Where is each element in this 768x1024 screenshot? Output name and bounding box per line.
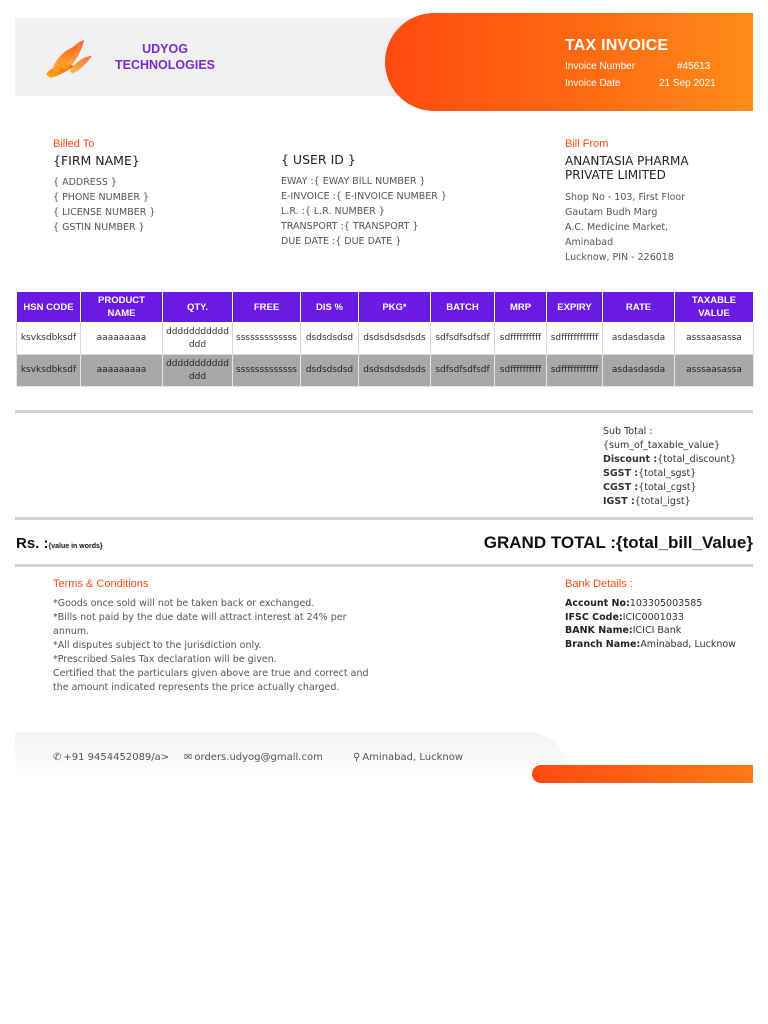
table-cell: sdffffffffffff [547, 355, 603, 387]
location-pin-icon: ⚲ [353, 752, 361, 763]
account-label: Account No: [565, 598, 630, 609]
invoice-date-value: 21 Sep 2021 [659, 78, 716, 89]
email-text[interactable]: orders.udyog@gmail.com [194, 752, 323, 763]
account-value: 103305003585 [629, 598, 703, 609]
footer-accent [532, 765, 753, 783]
invoice-title: TAX INVOICE [565, 37, 669, 54]
brand-name-line2: TECHNOLOGIES [114, 58, 215, 72]
billed-to-phone: { PHONE NUMBER } [53, 192, 149, 203]
subtotal-label: Sub Total : [603, 426, 653, 437]
table-cell: asdasdasda [603, 323, 675, 355]
bank-name-value: ICICI Bank [632, 625, 682, 636]
billed-to-address: { ADDRESS } [53, 177, 117, 188]
divider [15, 410, 753, 413]
table-cell: aaaaaaaaa [81, 355, 163, 387]
table-row [17, 355, 754, 387]
subtotal-value: {sum_of_taxable_value} [603, 440, 721, 451]
totals-block [603, 425, 736, 509]
branch-label: Branch Name: [565, 638, 641, 650]
table-cell: ksvksdbksdf [17, 355, 81, 387]
phone-icon: ✆ [53, 752, 62, 763]
table-cell: asdasdasda [603, 355, 675, 387]
grand-total: GRAND TOTAL :{total_bill_Value} [483, 533, 753, 552]
invoice-date-row [565, 78, 716, 89]
column-header: PKG* [359, 292, 431, 323]
account-row [565, 597, 745, 611]
igst-label: IGST : [603, 496, 635, 507]
bill-from-label: Bill From [565, 138, 609, 150]
ifsc-row [565, 611, 745, 625]
branch-value: Aminabad, Lucknow [640, 638, 736, 650]
column-header: FREE [233, 292, 301, 323]
sgst-value: {total_sgst} [638, 468, 697, 479]
terms-item: *All disputes subject to the jurisdiction only. [53, 640, 262, 651]
table-cell: dsdsdsdsdsds [359, 323, 431, 355]
table-header-row [17, 292, 754, 323]
table-cell: dsdsdsdsd [301, 355, 359, 387]
column-header: TAXABLE VALUE [675, 292, 754, 323]
column-header: PRODUCT NAME [81, 292, 163, 323]
table-row [17, 323, 754, 355]
seller-address-line: Gautam Budh Marg [565, 207, 658, 218]
discount-value: {total_discount} [657, 454, 737, 465]
column-header: QTY. [163, 292, 233, 323]
divider [15, 564, 753, 567]
eway-bill: EWAY :{ EWAY BILL NUMBER } [281, 176, 426, 187]
invoice-number-value: #45613 [677, 61, 711, 72]
cgst-value: {total_cgst} [638, 482, 697, 493]
table-cell: sdffffffffff [495, 323, 547, 355]
footer-email[interactable] [184, 752, 323, 763]
table-cell: dsdsdsdsd [301, 323, 359, 355]
column-header: MRP [495, 292, 547, 323]
bank-name-row [565, 624, 745, 638]
billed-to-label: Billed To [53, 138, 95, 150]
column-header: DIS % [301, 292, 359, 323]
items-table [16, 291, 754, 387]
amount-in-words [16, 535, 103, 552]
table-cell: sdfsdfsdfsdf [431, 355, 495, 387]
seller-address-line: Lucknow, PIN - 226018 [565, 252, 674, 263]
transport: TRANSPORT :{ TRANSPORT } [281, 221, 419, 232]
igst-value: {total_igst} [634, 496, 691, 507]
footer-location [353, 752, 463, 763]
billed-to-details [53, 175, 155, 235]
user-id: { USER ID } [281, 152, 356, 167]
brand-name-line1: UDYOG [142, 42, 188, 56]
column-header: RATE [603, 292, 675, 323]
terms-item: *Goods once sold will not be taken back or exchanged. [53, 598, 315, 609]
seller-address-line: A.C. Medicine Market, [565, 222, 669, 233]
terms-title: Terms & Conditions [53, 578, 149, 590]
igst-row [603, 495, 736, 509]
table-cell: sssssssssssss [233, 355, 301, 387]
table-cell: dddddddddddddd [163, 355, 233, 387]
invoice-date-label: Invoice Date [565, 78, 621, 89]
mail-icon: ✉ [184, 752, 193, 763]
terms-item: *Prescribed Sales Tax declaration will be given. [53, 654, 277, 665]
table-cell: ksvksdbksdf [17, 323, 81, 355]
billed-to-gstin: { GSTIN NUMBER } [53, 222, 145, 233]
terms-item: Certified that the particulars given above are true and correct and the amount indicated represents the price actually charged. [53, 668, 369, 693]
table-cell: sdffffffffffff [547, 323, 603, 355]
discount-row [603, 453, 736, 467]
seller-name: ANANTASIA PHARMA PRIVATE LIMITED [565, 154, 689, 182]
due-date: DUE DATE :{ DUE DATE } [281, 236, 402, 247]
rs-label: Rs. : [16, 535, 49, 552]
bank-name-label: BANK Name: [565, 625, 633, 636]
terms-item: *Bills not paid by the due date will attract interest at 24% per annum. [53, 612, 347, 637]
discount-label: Discount : [603, 454, 658, 465]
bank-title: Bank Details : [565, 578, 633, 590]
ifsc-label: IFSC Code: [565, 611, 623, 623]
firm-name: {FIRM NAME} [53, 153, 140, 168]
invoice-number-row [565, 61, 711, 72]
brand-name [110, 41, 220, 73]
seller-address-line: Aminabad [565, 237, 614, 248]
value-in-words: {value in words} [48, 543, 103, 550]
lr-number: L.R. :{ L.R. NUMBER } [281, 206, 385, 217]
branch-row [565, 638, 745, 652]
shipment-details [281, 174, 447, 249]
seller-address-line: Shop No - 103, First Floor [565, 192, 686, 203]
table-cell: aaaaaaaaa [81, 323, 163, 355]
cgst-label: CGST : [603, 482, 639, 493]
e-invoice: E-INVOICE :{ E-INVOICE NUMBER } [281, 191, 447, 202]
brand-logo-icon [42, 36, 94, 82]
column-header: HSN CODE [17, 292, 81, 323]
ifsc-value: ICIC0001033 [622, 611, 684, 623]
table-cell: dsdsdsdsdsds [359, 355, 431, 387]
table-cell: asssaasassa [675, 323, 754, 355]
column-header: EXPIRY [547, 292, 603, 323]
divider [15, 517, 753, 520]
sgst-row [603, 467, 736, 481]
location-text: Aminabad, Lucknow [362, 752, 463, 763]
table-cell: asssaasassa [675, 355, 754, 387]
invoice-number-label: Invoice Number [565, 61, 636, 72]
seller-address [565, 190, 735, 265]
table-cell: sdffffffffff [495, 355, 547, 387]
cgst-row [603, 481, 736, 495]
phone-text: +91 9454452089/a> [63, 752, 170, 763]
table-cell: dddddddddddddd [163, 323, 233, 355]
terms-list [53, 597, 383, 695]
billed-to-license: { LICENSE NUMBER } [53, 207, 156, 218]
bank-details [565, 597, 745, 651]
column-header: BATCH [431, 292, 495, 323]
sgst-label: SGST : [603, 468, 639, 479]
table-cell: sssssssssssss [233, 323, 301, 355]
footer-phone [53, 752, 169, 763]
table-cell: sdfsdfsdfsdf [431, 323, 495, 355]
